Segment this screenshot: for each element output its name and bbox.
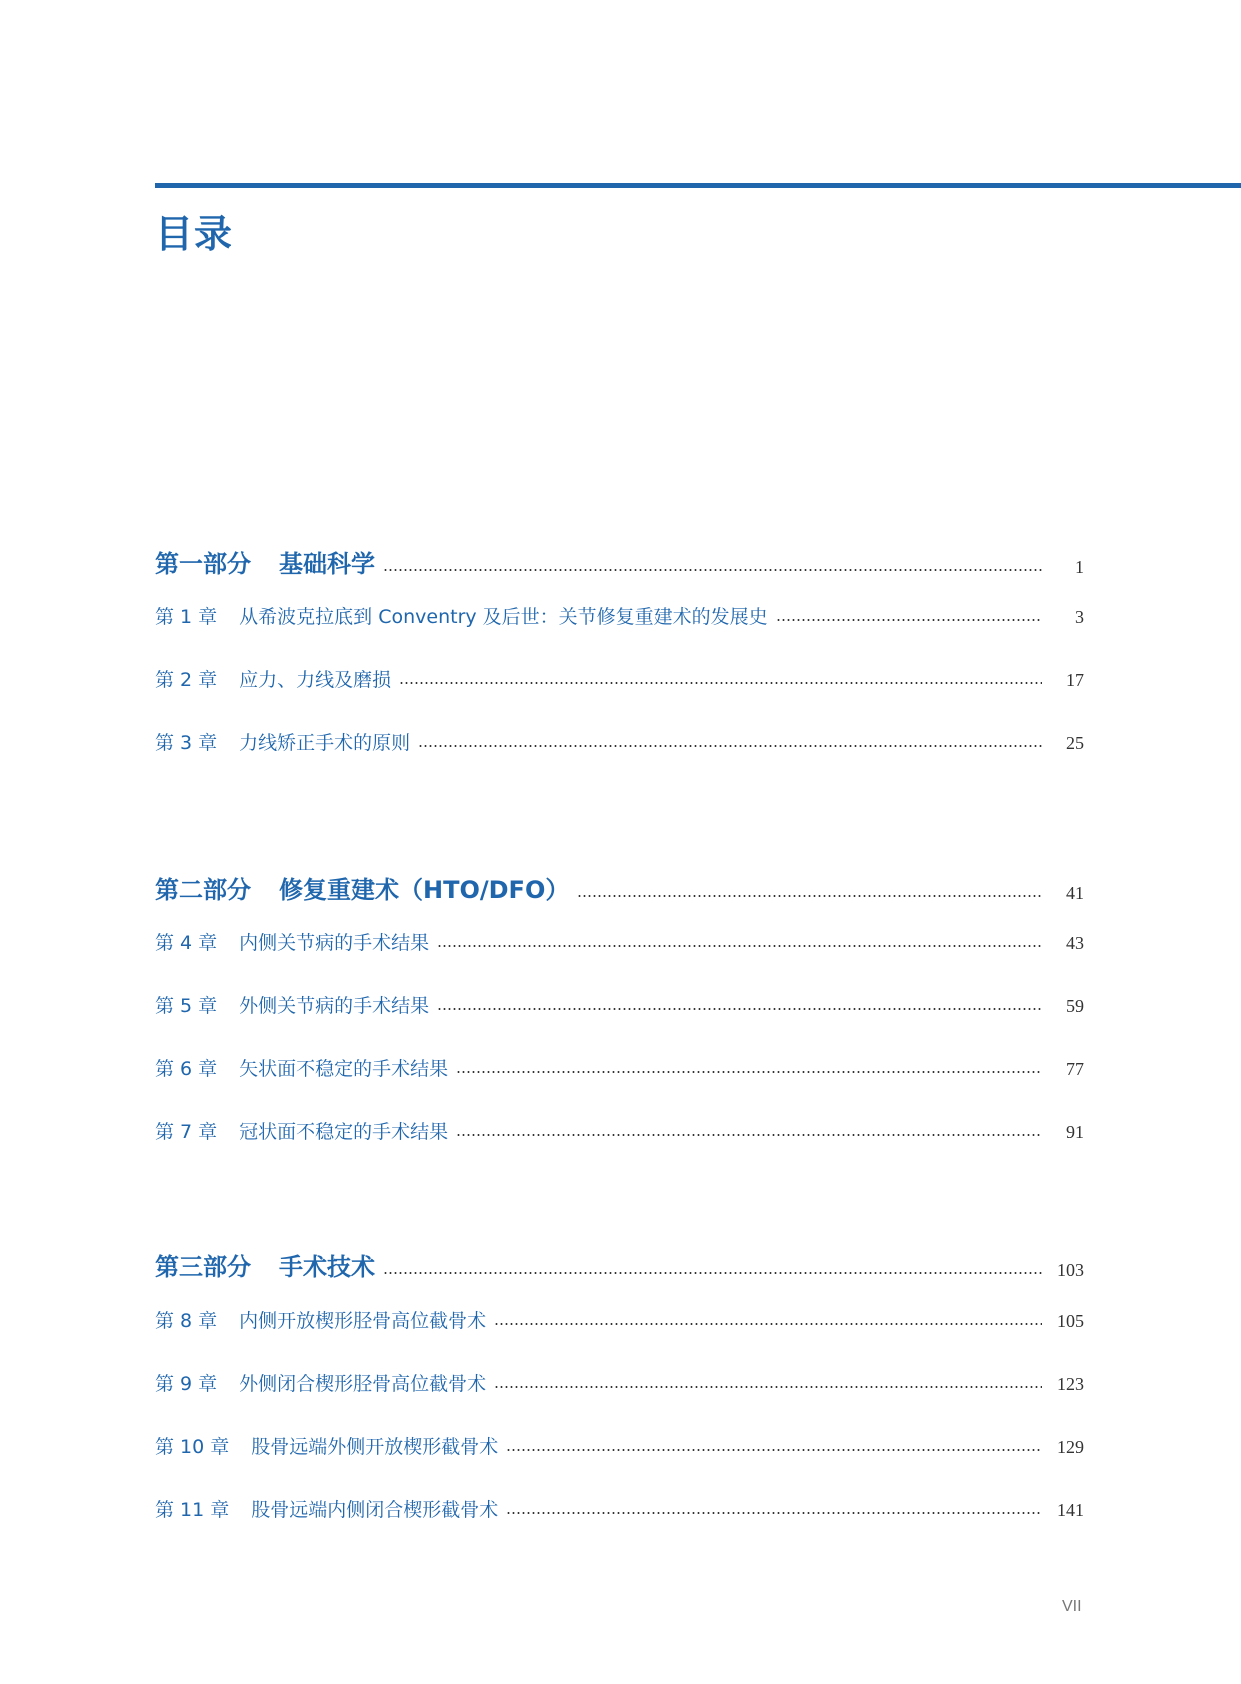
part-title: 基础科学 <box>279 550 375 578</box>
page-number: 103 <box>1057 1260 1084 1280</box>
toc-chapter-9[interactable] <box>155 1370 1084 1396</box>
page-number: 77 <box>1066 1059 1084 1079</box>
page-number: 105 <box>1057 1311 1084 1331</box>
chapter-number: 第 4 章 <box>155 932 218 954</box>
chapter-title: 外侧关节病的手术结果 <box>239 995 430 1017</box>
chapter-number: 第 9 章 <box>155 1373 218 1395</box>
chapter-title: 力线矫正手术的原则 <box>239 732 411 754</box>
dot-leader <box>383 569 1042 571</box>
dot-leader <box>506 1512 1042 1514</box>
chapter-title: 矢状面不稳定的手术结果 <box>239 1058 449 1080</box>
page-number: 59 <box>1066 996 1084 1016</box>
chapter-title: 冠状面不稳定的手术结果 <box>239 1121 449 1143</box>
toc-chapter-4[interactable] <box>155 929 1084 955</box>
part-title: 手术技术 <box>279 1253 375 1281</box>
chapter-number: 第 11 章 <box>155 1499 230 1521</box>
dot-leader <box>437 1008 1042 1010</box>
dot-leader <box>506 1449 1042 1451</box>
dot-leader <box>456 1134 1042 1136</box>
chapter-title: 从希波克拉底到 Conventry 及后世：关节修复重建术的发展史 <box>239 606 768 628</box>
toc-part-3[interactable] <box>155 1248 1084 1282</box>
chapter-number: 第 8 章 <box>155 1310 218 1332</box>
chapter-number: 第 2 章 <box>155 669 218 691</box>
toc-chapter-11[interactable] <box>155 1496 1084 1522</box>
chapter-title: 内侧开放楔形胫骨高位截骨术 <box>239 1310 487 1332</box>
chapter-number: 第 3 章 <box>155 732 218 754</box>
toc-chapter-1[interactable] <box>155 603 1084 629</box>
part-title: 修复重建术（HTO/DFO） <box>279 876 570 904</box>
page-number: 3 <box>1075 607 1084 627</box>
part-number: 第一部分 <box>155 550 251 578</box>
page-number: 1 <box>1075 557 1084 577</box>
chapter-title: 股骨远端外侧开放楔形截骨术 <box>251 1436 499 1458</box>
dot-leader <box>494 1386 1042 1388</box>
chapter-number: 第 1 章 <box>155 606 218 628</box>
toc-chapter-5[interactable] <box>155 992 1084 1018</box>
dot-leader <box>456 1071 1042 1073</box>
page-title: 目录 <box>155 212 234 256</box>
page-number: 141 <box>1057 1500 1084 1520</box>
toc-chapter-3[interactable] <box>155 729 1084 755</box>
page-number: 43 <box>1066 933 1084 953</box>
dot-leader <box>494 1323 1042 1325</box>
dot-leader <box>383 1272 1042 1274</box>
toc-chapter-7[interactable] <box>155 1118 1084 1144</box>
page-number: 17 <box>1066 670 1084 690</box>
page-number: 123 <box>1057 1374 1084 1394</box>
chapter-title: 应力、力线及磨损 <box>239 669 392 691</box>
part-number: 第二部分 <box>155 876 251 904</box>
part-number: 第三部分 <box>155 1253 251 1281</box>
toc-chapter-10[interactable] <box>155 1433 1084 1459</box>
header-rule <box>155 183 1241 188</box>
page-number: 41 <box>1066 883 1084 903</box>
dot-leader <box>418 745 1042 747</box>
page-number: 25 <box>1066 733 1084 753</box>
page-number: 129 <box>1057 1437 1084 1457</box>
toc-part-1[interactable] <box>155 545 1084 579</box>
chapter-title: 外侧闭合楔形胫骨高位截骨术 <box>239 1373 487 1395</box>
toc-chapter-6[interactable] <box>155 1055 1084 1081</box>
toc-chapter-2[interactable] <box>155 666 1084 692</box>
chapter-title: 内侧关节病的手术结果 <box>239 932 430 954</box>
page-number: 91 <box>1066 1122 1084 1142</box>
toc-chapter-8[interactable] <box>155 1307 1084 1333</box>
toc-part-2[interactable] <box>155 871 1084 905</box>
dot-leader <box>577 895 1042 897</box>
dot-leader <box>437 945 1042 947</box>
chapter-number: 第 10 章 <box>155 1436 230 1458</box>
dot-leader <box>776 619 1042 621</box>
chapter-number: 第 6 章 <box>155 1058 218 1080</box>
chapter-number: 第 7 章 <box>155 1121 218 1143</box>
chapter-title: 股骨远端内侧闭合楔形截骨术 <box>251 1499 499 1521</box>
folio-page-number: VII <box>1062 1598 1082 1615</box>
chapter-number: 第 5 章 <box>155 995 218 1017</box>
dot-leader <box>399 682 1042 684</box>
